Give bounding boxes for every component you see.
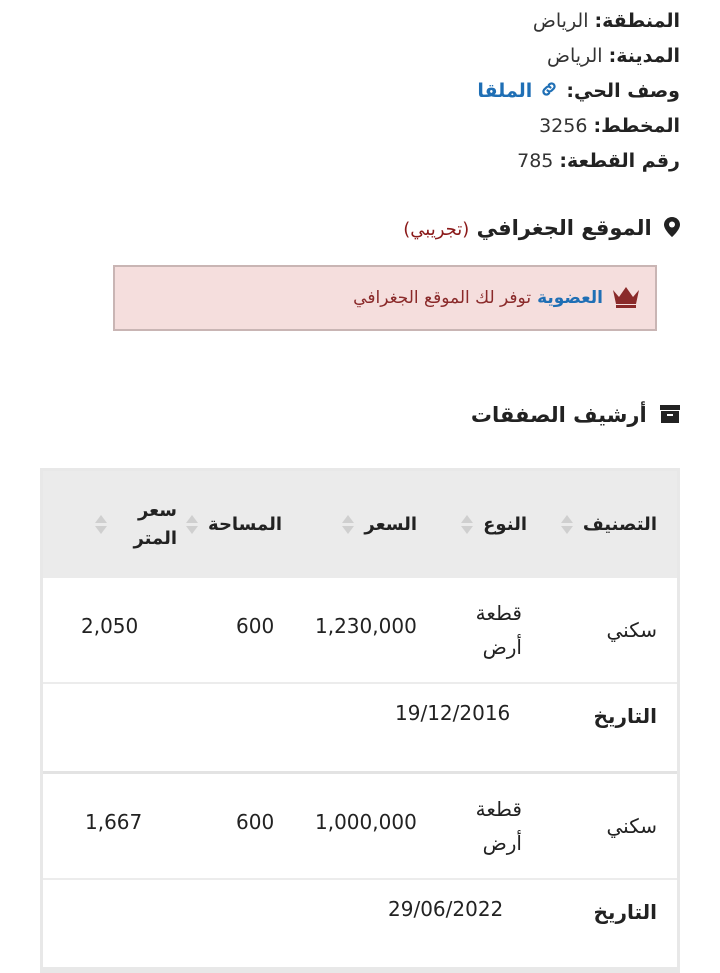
region-row bbox=[477, 8, 680, 43]
table-row bbox=[43, 578, 677, 771]
membership-alert bbox=[113, 265, 657, 331]
table-row-main bbox=[43, 774, 677, 880]
cell-classification: سكني bbox=[606, 814, 657, 838]
cell-price-per-meter: 1,667 bbox=[85, 810, 143, 834]
city-value: الرياض bbox=[546, 45, 603, 67]
sort-icon bbox=[342, 515, 354, 534]
membership-text: توفر لك الموقع الجغرافي bbox=[353, 288, 532, 308]
property-info bbox=[477, 8, 680, 183]
table-row-date bbox=[43, 880, 677, 967]
plan-label: المخطط: bbox=[593, 115, 680, 137]
date-value: 19/12/2016 bbox=[395, 701, 511, 725]
cell-area: 600 bbox=[236, 810, 275, 834]
link-icon bbox=[540, 79, 558, 105]
table-row-date bbox=[43, 684, 677, 771]
city-row bbox=[477, 43, 680, 78]
archive-box-icon bbox=[660, 404, 680, 428]
region-label: المنطقة: bbox=[594, 10, 680, 32]
district-label: وصف الحي: bbox=[566, 80, 680, 102]
date-label: التاريخ bbox=[593, 704, 657, 728]
column-header-classification[interactable] bbox=[561, 471, 657, 578]
membership-link[interactable]: العضوية bbox=[537, 288, 603, 308]
transactions-table bbox=[40, 468, 680, 973]
plot-value: 785 bbox=[517, 150, 554, 172]
date-label: التاريخ bbox=[593, 900, 657, 924]
sort-icon bbox=[461, 515, 473, 534]
cell-price-per-meter: 2,050 bbox=[81, 614, 139, 638]
archive-section-title bbox=[471, 403, 680, 428]
region-value: الرياض bbox=[532, 10, 589, 32]
archive-title-text: أرشيف الصفقات bbox=[470, 403, 647, 427]
column-header-label: النوع bbox=[483, 514, 527, 535]
cell-type: قطعة أرض bbox=[475, 797, 522, 855]
column-header-type[interactable] bbox=[461, 471, 527, 578]
cell-price: 1,230,000 bbox=[315, 614, 417, 638]
district-row bbox=[477, 78, 680, 113]
plot-row bbox=[477, 148, 680, 183]
table-header bbox=[43, 471, 677, 578]
column-header-price-per-meter[interactable] bbox=[87, 471, 177, 578]
cell-price: 1,000,000 bbox=[315, 810, 417, 834]
geo-section-title bbox=[403, 216, 680, 242]
column-header-area[interactable] bbox=[186, 471, 282, 578]
plot-label: رقم القطعة: bbox=[559, 150, 680, 172]
column-header-label: المساحة bbox=[208, 514, 282, 535]
crown-icon bbox=[611, 284, 641, 313]
sort-icon bbox=[561, 515, 573, 534]
sort-icon bbox=[186, 515, 198, 534]
trial-badge: (تجريبي) bbox=[403, 219, 470, 240]
column-header-label: سعر المتر bbox=[133, 499, 177, 549]
map-pin-icon bbox=[664, 217, 680, 242]
cell-classification: سكني bbox=[606, 618, 657, 642]
column-header-label: التصنيف bbox=[582, 514, 657, 535]
sort-icon bbox=[95, 515, 107, 534]
cell-area: 600 bbox=[236, 614, 275, 638]
date-value: 29/06/2022 bbox=[388, 897, 504, 921]
column-header-price[interactable] bbox=[342, 471, 417, 578]
cell-type: قطعة أرض bbox=[475, 601, 522, 659]
table-row-main bbox=[43, 578, 677, 684]
city-label: المدينة: bbox=[608, 45, 680, 67]
table-row bbox=[43, 774, 677, 967]
plan-row bbox=[477, 113, 680, 148]
district-link[interactable]: الملقا bbox=[477, 80, 533, 102]
geo-title-text: الموقع الجغرافي bbox=[476, 216, 652, 240]
column-header-label: السعر bbox=[364, 514, 417, 535]
plan-value: 3256 bbox=[539, 115, 588, 137]
